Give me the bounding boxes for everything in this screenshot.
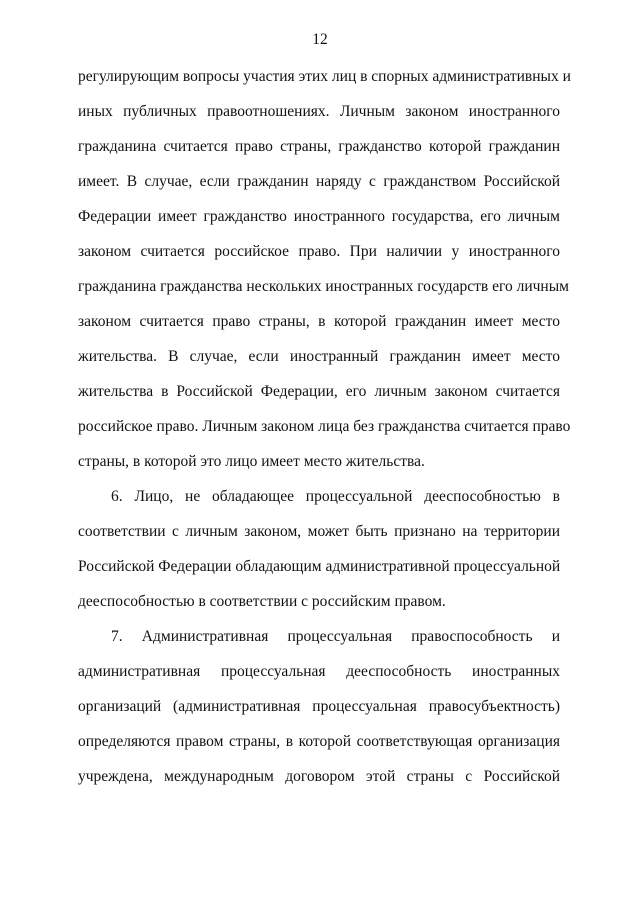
paragraph-first-line: 7. Административная процессуальная правоспособность и — [111, 628, 560, 645]
text-line: страны, в которой это лицо имеет место жительства. — [78, 453, 425, 470]
text-line: регулирующим вопросы участия этих лиц в спорных административных и — [78, 68, 571, 85]
text-line: иных публичных правоотношениях. Личным законом иностранного — [78, 103, 560, 120]
text-line: Федерации имеет гражданство иностранного государства, его личным — [78, 208, 560, 225]
text-line: учреждена, международным договором этой страны с Российской — [78, 768, 560, 785]
text-line: Российской Федерации обладающим административной процессуальной — [78, 558, 561, 575]
text-line: законом считается право страны, в которой гражданин имеет место — [78, 313, 560, 330]
text-line: дееспособностью в соответствии с российским правом. — [78, 593, 446, 610]
text-line: гражданина гражданства нескольких иностранных государств его личным — [78, 278, 569, 295]
text-line: законом считается российское право. При наличии у иностранного — [78, 243, 560, 260]
paragraph-first-line: 6. Лицо, не обладающее процессуальной дееспособностью в — [111, 488, 560, 505]
text-line: организаций (административная процессуальная правосубъектность) — [78, 698, 560, 715]
text-line: определяются правом страны, в которой соответствующая организация — [78, 733, 560, 750]
text-line: жительства. В случае, если иностранный гражданин имеет место — [78, 348, 560, 365]
text-line: соответствии с личным законом, может быть признано на территории — [78, 523, 560, 540]
text-line: гражданина считается право страны, гражданство которой гражданин — [78, 138, 560, 155]
text-line: имеет. В случае, если гражданин наряду с гражданством Российской — [78, 173, 560, 190]
text-line: российское право. Личным законом лица без гражданства считается право — [78, 418, 571, 435]
text-line: жительства в Российской Федерации, его личным законом считается — [78, 383, 560, 400]
page-number: 12 — [312, 31, 328, 48]
text-line: административная процессуальная дееспособность иностранных — [78, 663, 560, 680]
